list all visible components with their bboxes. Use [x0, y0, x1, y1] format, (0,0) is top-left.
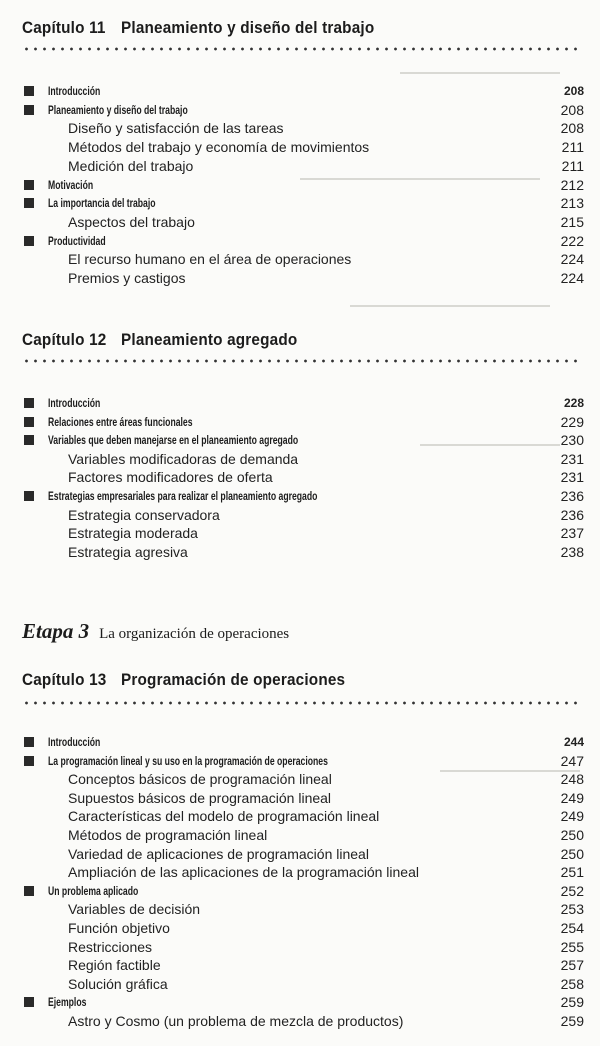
page-number: 208 — [560, 101, 584, 118]
page-number: 222 — [560, 232, 584, 249]
subsection-title: Aspectos del trabajo — [68, 213, 195, 230]
page-number: 257 — [560, 957, 584, 974]
section-title: Motivación — [48, 177, 94, 192]
section-title: Relaciones entre áreas funcionales — [48, 414, 193, 429]
section-title: Introducción — [48, 735, 101, 749]
square-bullet-icon — [24, 737, 34, 747]
subsection-title: Variedad de aplicaciones de programación lineal — [68, 845, 369, 862]
page-number: 211 — [561, 157, 584, 174]
subsection-title: Premios y castigos — [68, 270, 186, 286]
page-number: 212 — [560, 176, 584, 193]
square-bullet-icon — [24, 435, 34, 445]
chapter-title: Planeamiento y diseño del trabajo — [121, 18, 375, 37]
dotted-rule — [22, 700, 582, 706]
section-title: La importancia del trabajo — [48, 196, 156, 211]
toc-entry — [22, 431, 584, 449]
section-title: Un problema aplicado — [48, 883, 139, 898]
page-number: 251 — [560, 864, 584, 881]
chapter-13-heading — [22, 670, 345, 690]
square-bullet-icon — [24, 886, 34, 896]
toc-entry — [22, 213, 584, 231]
section-title: La programación lineal y su uso en la programación de operaciones — [48, 753, 328, 768]
toc-entry — [22, 900, 584, 918]
page-number: 211 — [561, 139, 584, 156]
toc-entry — [22, 394, 584, 412]
toc-entry — [22, 845, 584, 863]
toc-entry — [22, 250, 584, 268]
page-number: 224 — [560, 270, 584, 286]
page-number: 208 — [563, 84, 584, 98]
etapa-name: La organización de operaciones — [99, 626, 290, 642]
subsection-title: Diseño y satisfacción de las tareas — [68, 120, 284, 137]
page-number: 254 — [560, 920, 584, 936]
toc-entry — [22, 752, 584, 770]
toc-entry — [22, 487, 584, 505]
subsection-title: Variables modificadoras de demanda — [68, 450, 299, 467]
page-number: 224 — [560, 251, 584, 268]
toc-entry — [22, 938, 584, 956]
subsection-title: Restricciones — [68, 938, 153, 955]
toc-entry — [22, 956, 584, 974]
toc-entry — [22, 919, 584, 937]
toc-entry — [22, 232, 584, 250]
toc-entry — [22, 82, 584, 100]
page-number: 213 — [560, 195, 584, 212]
toc-entry — [22, 863, 584, 881]
toc-entry — [22, 993, 584, 1011]
subsection-title: Solución gráfica — [68, 975, 168, 992]
page-number: 247 — [560, 752, 584, 769]
subsection-title: Conceptos básicos de programación lineal — [68, 771, 332, 788]
page-number: 259 — [560, 994, 584, 1011]
toc-entry — [22, 543, 584, 561]
chapter-number: Capítulo 13 — [22, 670, 107, 689]
subsection-title: Variables de decisión — [68, 901, 201, 918]
section-title: Planeamiento y diseño del trabajo — [48, 102, 188, 117]
square-bullet-icon — [24, 756, 34, 766]
page-number: 236 — [560, 488, 584, 504]
page-number: 249 — [560, 789, 584, 806]
subsection-title: Estrategia agresiva — [68, 543, 188, 560]
page-number: 208 — [560, 120, 584, 137]
subsection-title: Métodos de programación lineal — [68, 827, 268, 843]
square-bullet-icon — [24, 997, 34, 1007]
subsection-title: Astro y Cosmo (un problema de mezcla de productos) — [68, 1013, 404, 1029]
section-title: Productividad — [48, 233, 106, 248]
square-bullet-icon — [24, 180, 34, 190]
page-number: 215 — [560, 213, 584, 230]
page-number: 244 — [563, 735, 584, 749]
etapa-heading — [22, 619, 289, 644]
subsection-title: Factores modificadores de oferta — [68, 469, 273, 486]
toc-entry — [22, 975, 584, 993]
subsection-title: Ampliación de las aplicaciones de la programación lineal — [68, 864, 419, 881]
toc-entry — [22, 789, 584, 807]
toc-entry — [22, 770, 584, 788]
toc-entry — [22, 413, 584, 431]
toc-entry — [22, 157, 584, 175]
etapa-label: Etapa 3 — [22, 619, 90, 643]
chapter-number: Capítulo 12 — [22, 330, 107, 349]
page-number: 228 — [563, 396, 584, 410]
toc-entry — [22, 882, 584, 900]
page-number: 248 — [560, 771, 584, 788]
page-number: 252 — [560, 882, 584, 899]
square-bullet-icon — [24, 236, 34, 246]
page-number: 250 — [560, 827, 584, 843]
section-title: Introducción — [48, 84, 101, 98]
subsection-title: Función objetivo — [68, 920, 170, 936]
toc-entry — [22, 138, 584, 156]
subsection-title: El recurso humano en el área de operaciones — [68, 251, 352, 268]
toc-entry — [22, 468, 584, 486]
chapter-11-heading — [22, 18, 374, 38]
page-number: 249 — [560, 808, 584, 825]
page-number: 230 — [560, 432, 584, 449]
toc-entry — [22, 733, 584, 751]
subsection-title: Región factible — [68, 957, 161, 974]
dotted-rule — [22, 358, 582, 364]
chapter-12-heading — [22, 330, 297, 350]
page-number: 253 — [560, 901, 584, 918]
section-title: Estrategias empresariales para realizar el planeamiento agregado — [48, 489, 318, 503]
subsection-title: Estrategia conservadora — [68, 506, 220, 523]
page-number: 250 — [560, 845, 584, 862]
square-bullet-icon — [24, 417, 34, 427]
page-number: 231 — [560, 450, 584, 467]
chapter-title: Planeamiento agregado — [121, 330, 298, 349]
subsection-title: Características del modelo de programación lineal — [68, 808, 380, 825]
toc-entry — [22, 119, 584, 137]
section-title: Ejemplos — [48, 995, 87, 1010]
page-number: 255 — [560, 938, 584, 955]
page-number: 238 — [560, 543, 584, 560]
chapter-number: Capítulo 11 — [22, 18, 106, 37]
page-number: 229 — [560, 413, 584, 430]
square-bullet-icon — [24, 398, 34, 408]
toc-entry — [22, 176, 584, 194]
toc-entry — [22, 826, 584, 844]
square-bullet-icon — [24, 86, 34, 96]
toc-entry — [22, 506, 584, 524]
toc-entry — [22, 524, 584, 542]
square-bullet-icon — [24, 105, 34, 115]
toc-entry — [22, 269, 584, 287]
toc-entry — [22, 807, 584, 825]
square-bullet-icon — [24, 491, 34, 501]
subsection-title: Medición del trabajo — [68, 157, 194, 174]
toc-entry — [22, 1012, 584, 1030]
toc-entry — [22, 450, 584, 468]
page-number: 259 — [560, 1013, 584, 1029]
subsection-title: Métodos del trabajo y economía de movimientos — [68, 139, 370, 156]
dotted-rule — [22, 46, 582, 52]
page-number: 258 — [560, 975, 584, 992]
toc-entry — [22, 194, 584, 212]
toc-entry — [22, 101, 584, 119]
chapter-title: Programación de operaciones — [121, 670, 346, 689]
page-number: 231 — [560, 469, 584, 486]
subsection-title: Supuestos básicos de programación lineal — [68, 789, 332, 806]
page-number: 236 — [560, 506, 584, 523]
page-number: 237 — [560, 525, 584, 542]
square-bullet-icon — [24, 198, 34, 208]
section-title: Introducción — [48, 396, 101, 410]
subsection-title: Estrategia moderada — [68, 525, 198, 542]
section-title: Variables que deben manejarse en el planeamiento agregado — [48, 433, 299, 448]
